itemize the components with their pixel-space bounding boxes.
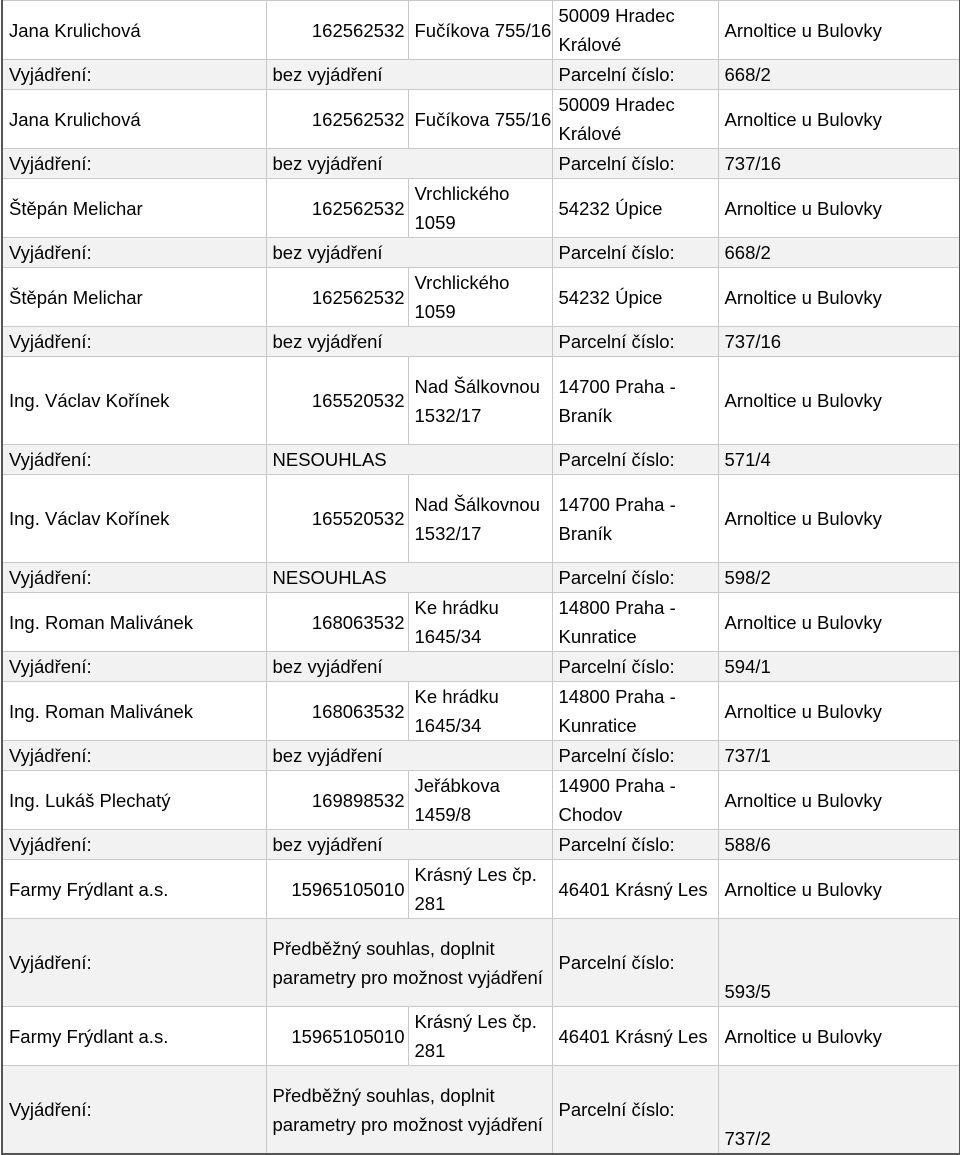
- owner-row: [2, 1007, 960, 1066]
- owner-street-cell[interactable]: Vrchlického 1059: [408, 179, 552, 238]
- owner-id-cell[interactable]: 15965105010: [266, 1007, 408, 1066]
- parcel-number-cell[interactable]: 594/1: [718, 652, 960, 682]
- owner-name-cell[interactable]: Farmy Frýdlant a.s.: [2, 1007, 266, 1066]
- owner-name-cell[interactable]: Ing. Roman Malivánek: [2, 682, 266, 741]
- owner-id-cell[interactable]: 15965105010: [266, 860, 408, 919]
- owners-table: [1, 0, 960, 1155]
- cadastral-area-cell[interactable]: Arnoltice u Bulovky: [718, 90, 960, 149]
- statement-value-cell[interactable]: bez vyjádření: [266, 149, 552, 179]
- statement-value-cell[interactable]: Předběžný souhlas, doplnit parametry pro možnost vyjádření: [266, 919, 552, 1007]
- owner-id-cell[interactable]: 162562532: [266, 268, 408, 327]
- statement-label-cell[interactable]: Vyjádření:: [2, 149, 266, 179]
- statement-row: [2, 149, 960, 179]
- owner-street-cell[interactable]: Fučíkova 755/16: [408, 1, 552, 60]
- statement-label-cell[interactable]: Vyjádření:: [2, 652, 266, 682]
- statement-label-cell[interactable]: Vyjádření:: [2, 238, 266, 268]
- parcel-label-cell[interactable]: Parcelní číslo:: [552, 149, 718, 179]
- parcel-label-cell[interactable]: Parcelní číslo:: [552, 830, 718, 860]
- owner-street-cell[interactable]: Jeřábkova 1459/8: [408, 771, 552, 830]
- owner-id-cell[interactable]: 165520532: [266, 357, 408, 445]
- cadastral-area-cell[interactable]: Arnoltice u Bulovky: [718, 475, 960, 563]
- owner-city-cell[interactable]: 50009 Hradec Králové: [552, 90, 718, 149]
- owner-id-cell[interactable]: 162562532: [266, 90, 408, 149]
- statement-value-cell[interactable]: NESOUHLAS: [266, 563, 552, 593]
- statement-value-cell[interactable]: bez vyjádření: [266, 238, 552, 268]
- statement-row: [2, 830, 960, 860]
- parcel-number-cell[interactable]: 598/2: [718, 563, 960, 593]
- statement-row: [2, 652, 960, 682]
- owner-street-cell[interactable]: Ke hrádku 1645/34: [408, 593, 552, 652]
- owner-street-cell[interactable]: Krásný Les čp. 281: [408, 1007, 552, 1066]
- owner-id-cell[interactable]: 162562532: [266, 179, 408, 238]
- owner-street-cell[interactable]: Ke hrádku 1645/34: [408, 682, 552, 741]
- owner-street-cell[interactable]: Nad Šálkovnou 1532/17: [408, 475, 552, 563]
- parcel-label-cell[interactable]: Parcelní číslo:: [552, 1066, 718, 1155]
- owner-name-cell[interactable]: Jana Krulichová: [2, 1, 266, 60]
- owner-city-cell[interactable]: 46401 Krásný Les: [552, 1007, 718, 1066]
- parcel-number-cell[interactable]: 737/16: [718, 149, 960, 179]
- statement-value-cell[interactable]: bez vyjádření: [266, 60, 552, 90]
- parcel-label-cell[interactable]: Parcelní číslo:: [552, 445, 718, 475]
- parcel-number-cell[interactable]: 737/16: [718, 327, 960, 357]
- statement-row: [2, 445, 960, 475]
- owner-row: [2, 771, 960, 830]
- statement-value-cell[interactable]: NESOUHLAS: [266, 445, 552, 475]
- owner-row: [2, 268, 960, 327]
- owner-id-cell[interactable]: 168063532: [266, 682, 408, 741]
- owner-city-cell[interactable]: 14800 Praha - Kunratice: [552, 593, 718, 652]
- owner-name-cell[interactable]: Ing. Václav Kořínek: [2, 357, 266, 445]
- owner-name-cell[interactable]: Štěpán Melichar: [2, 268, 266, 327]
- statement-label-cell[interactable]: Vyjádření:: [2, 563, 266, 593]
- owner-row: [2, 860, 960, 919]
- cadastral-area-cell[interactable]: Arnoltice u Bulovky: [718, 1007, 960, 1066]
- owner-city-cell[interactable]: 14900 Praha - Chodov: [552, 771, 718, 830]
- cadastral-area-cell[interactable]: Arnoltice u Bulovky: [718, 179, 960, 238]
- statement-value-cell[interactable]: Předběžný souhlas, doplnit parametry pro možnost vyjádření: [266, 1066, 552, 1155]
- statement-label-cell[interactable]: Vyjádření:: [2, 445, 266, 475]
- cadastral-area-cell[interactable]: Arnoltice u Bulovky: [718, 860, 960, 919]
- cadastral-area-cell[interactable]: Arnoltice u Bulovky: [718, 1, 960, 60]
- owner-city-cell[interactable]: 14800 Praha - Kunratice: [552, 682, 718, 741]
- owner-name-cell[interactable]: Ing. Václav Kořínek: [2, 475, 266, 563]
- owner-street-cell[interactable]: Fučíkova 755/16: [408, 90, 552, 149]
- owner-id-cell[interactable]: 162562532: [266, 1, 408, 60]
- owner-row: [2, 682, 960, 741]
- parcel-number-cell[interactable]: 593/5: [718, 919, 960, 1007]
- parcel-label-cell[interactable]: Parcelní číslo:: [552, 60, 718, 90]
- owner-city-cell[interactable]: 54232 Úpice: [552, 179, 718, 238]
- owner-row: [2, 593, 960, 652]
- owner-row: [2, 475, 960, 563]
- owner-name-cell[interactable]: Farmy Frýdlant a.s.: [2, 860, 266, 919]
- statement-row: [2, 60, 960, 90]
- cadastral-area-cell[interactable]: Arnoltice u Bulovky: [718, 682, 960, 741]
- statement-row: [2, 238, 960, 268]
- owner-city-cell[interactable]: 14700 Praha - Braník: [552, 475, 718, 563]
- statement-row: [2, 919, 960, 1007]
- owner-row: [2, 1, 960, 60]
- owner-city-cell[interactable]: 54232 Úpice: [552, 268, 718, 327]
- statement-label-cell[interactable]: Vyjádření:: [2, 60, 266, 90]
- parcel-number-cell[interactable]: 571/4: [718, 445, 960, 475]
- statement-row: [2, 1066, 960, 1155]
- statement-label-cell[interactable]: Vyjádření:: [2, 327, 266, 357]
- statement-value-cell[interactable]: bez vyjádření: [266, 830, 552, 860]
- owner-name-cell[interactable]: Ing. Lukáš Plechatý: [2, 771, 266, 830]
- parcel-number-cell[interactable]: 668/2: [718, 238, 960, 268]
- owner-city-cell[interactable]: 46401 Krásný Les: [552, 860, 718, 919]
- parcel-label-cell[interactable]: Parcelní číslo:: [552, 563, 718, 593]
- parcel-label-cell[interactable]: Parcelní číslo:: [552, 327, 718, 357]
- parcel-label-cell[interactable]: Parcelní číslo:: [552, 238, 718, 268]
- cadastral-area-cell[interactable]: Arnoltice u Bulovky: [718, 268, 960, 327]
- statement-value-cell[interactable]: bez vyjádření: [266, 327, 552, 357]
- owner-street-cell[interactable]: Krásný Les čp. 281: [408, 860, 552, 919]
- parcel-label-cell[interactable]: Parcelní číslo:: [552, 919, 718, 1007]
- owner-street-cell[interactable]: Vrchlického 1059: [408, 268, 552, 327]
- statement-row: [2, 327, 960, 357]
- statement-value-cell[interactable]: bez vyjádření: [266, 652, 552, 682]
- owner-city-cell[interactable]: 50009 Hradec Králové: [552, 1, 718, 60]
- owner-id-cell[interactable]: 169898532: [266, 771, 408, 830]
- statement-label-cell[interactable]: Vyjádření:: [2, 830, 266, 860]
- statement-label-cell[interactable]: Vyjádření:: [2, 919, 266, 1007]
- parcel-label-cell[interactable]: Parcelní číslo:: [552, 652, 718, 682]
- parcel-number-cell[interactable]: 737/1: [718, 741, 960, 771]
- parcel-label-cell[interactable]: Parcelní číslo:: [552, 741, 718, 771]
- parcel-number-cell[interactable]: 668/2: [718, 60, 960, 90]
- owner-name-cell[interactable]: Štěpán Melichar: [2, 179, 266, 238]
- statement-label-cell[interactable]: Vyjádření:: [2, 1066, 266, 1155]
- owners-table-body: [2, 1, 960, 1155]
- statement-row: [2, 741, 960, 771]
- owner-row: [2, 90, 960, 149]
- cadastral-area-cell[interactable]: Arnoltice u Bulovky: [718, 357, 960, 445]
- owner-row: [2, 179, 960, 238]
- owner-name-cell[interactable]: Jana Krulichová: [2, 90, 266, 149]
- owner-name-cell[interactable]: Ing. Roman Malivánek: [2, 593, 266, 652]
- owner-city-cell[interactable]: 14700 Praha - Braník: [552, 357, 718, 445]
- statement-label-cell[interactable]: Vyjádření:: [2, 741, 266, 771]
- statement-value-cell[interactable]: bez vyjádření: [266, 741, 552, 771]
- cadastral-area-cell[interactable]: Arnoltice u Bulovky: [718, 771, 960, 830]
- cadastral-area-cell[interactable]: Arnoltice u Bulovky: [718, 593, 960, 652]
- parcel-number-cell[interactable]: 588/6: [718, 830, 960, 860]
- owner-row: [2, 357, 960, 445]
- owner-street-cell[interactable]: Nad Šálkovnou 1532/17: [408, 357, 552, 445]
- statement-row: [2, 563, 960, 593]
- owner-id-cell[interactable]: 168063532: [266, 593, 408, 652]
- owner-id-cell[interactable]: 165520532: [266, 475, 408, 563]
- parcel-number-cell[interactable]: 737/2: [718, 1066, 960, 1155]
